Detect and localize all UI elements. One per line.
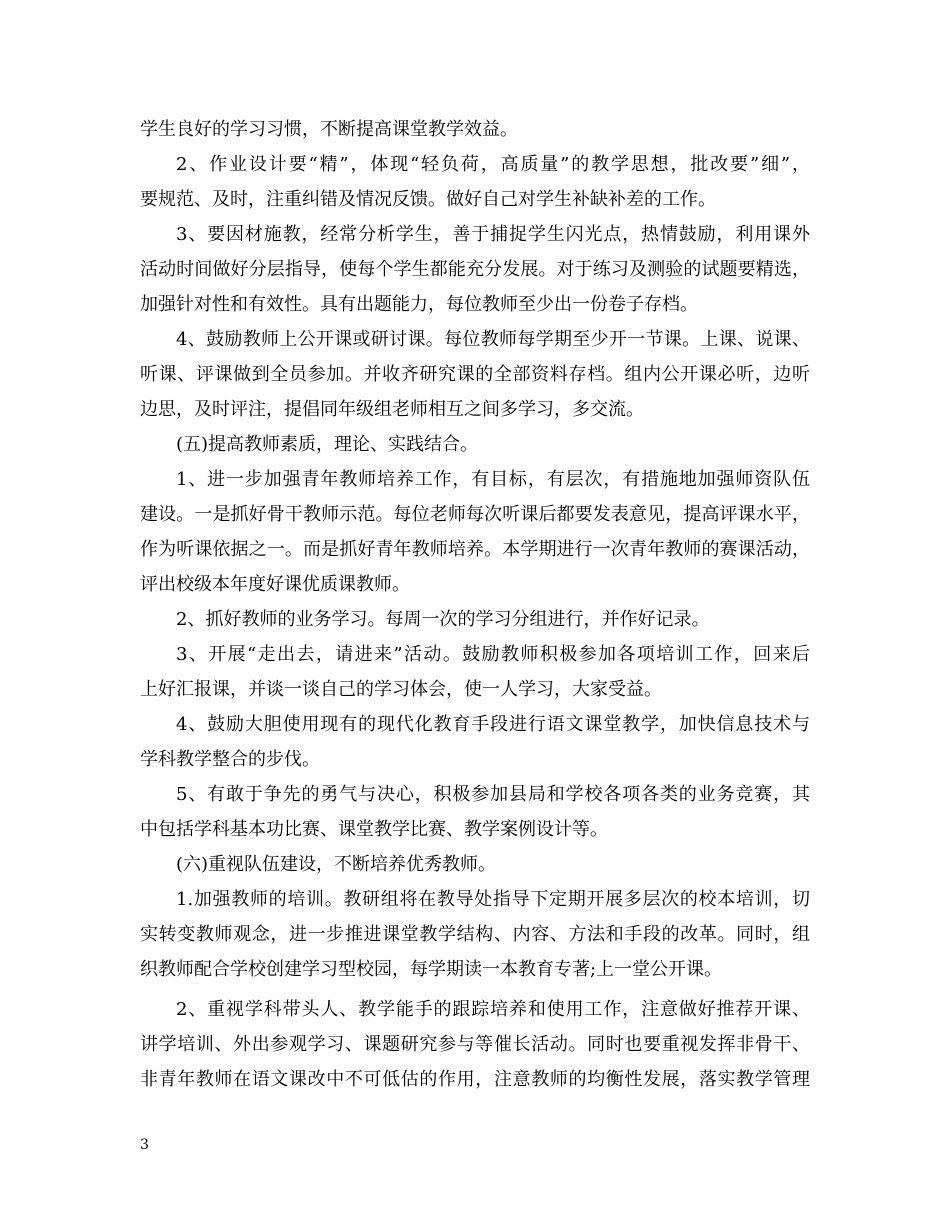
text-line: 4、鼓励教师上公开课或研讨课。每位教师每学期至少开一节课。上课、说课、 [176, 329, 810, 350]
text-line: 讲学培训、外出参观学习、课题研究参与等催长活动。同时也要重视发挥非骨干、 [140, 1034, 810, 1055]
text-line: 实转变教师观念，进一步推进课堂教学结构、内容、方法和手段的改革。同时，组 [140, 924, 810, 945]
text-line: 5、有敢于争先的勇气与决心，积极参加县局和学校各项各类的业务竞赛，其 [176, 784, 810, 805]
text-line: 要规范、及时，注重纠错及情况反馈。做好自己对学生补缺补差的工作。 [140, 189, 716, 210]
text-line: 2、抓好教师的业务学习。每周一次的学习分组进行，并作好记录。 [176, 609, 710, 630]
text-line: 3、要因材施教，经常分析学生，善于捕捉学生闪光点，热情鼓励，利用课外 [176, 224, 810, 245]
page-number: 3 [140, 1137, 149, 1153]
text-line: 非青年教师在语文课改中不可低估的作用，注意教师的均衡性发展，落实教学管理 [140, 1069, 810, 1090]
text-line: 评出校级本年度好课优质课教师。 [140, 574, 410, 595]
text-line: 4、鼓励大胆使用现有的现代化教育手段进行语文课堂教学，加快信息技术与 [176, 714, 810, 735]
section-heading: (五)提高教师素质，理论、实践结合。 [176, 434, 479, 455]
text-line: 学科教学整合的步伐。 [140, 749, 320, 770]
text-line: 中包括学科基本功比赛、课堂教学比赛、教学案例设计等。 [140, 819, 608, 840]
section-heading: (六)重视队伍建设，不断培养优秀教师。 [176, 854, 497, 875]
text-line: 织教师配合学校创建学习型校园，每学期读一本教育专著;上一堂公开课。 [140, 959, 723, 980]
text-line: 听课、评课做到全员参加。并收齐研究课的全部资料存档。组内公开课必听，边听 [140, 364, 810, 385]
text-line: 学生良好的学习习惯，不断提高课堂教学效益。 [140, 119, 518, 140]
text-line: 边思，及时评注，提倡同年级组老师相互之间多学习，多交流。 [140, 399, 644, 420]
text-line: 建设。一是抓好骨干教师示范。每位老师每次听课后都要发表意见，提高评课水平， [140, 504, 810, 525]
text-line: 活动时间做好分层指导，使每个学生都能充分发展。对于练习及测验的试题要精选， [140, 259, 810, 280]
text-line: 作为听课依据之一。而是抓好青年教师培养。本学期进行一次青年教师的赛课活动， [140, 539, 810, 560]
text-line: 上好汇报课，并谈一谈自己的学习体会，使一人学习，大家受益。 [140, 679, 662, 700]
text-line: 1.加强教师的培训。教研组将在教导处指导下定期开展多层次的校本培训，切 [176, 889, 810, 910]
text-line: 3、开展“走出去，请进来”活动。鼓励教师积极参加各项培训工作，回来后 [176, 644, 810, 665]
text-line: 2、重视学科带头人、教学能手的跟踪培养和使用工作，注意做好推荐开课、 [176, 999, 810, 1020]
text-line: 1、进一步加强青年教师培养工作，有目标，有层次，有措施地加强师资队伍 [176, 469, 810, 490]
text-line: 2、作业设计要“精”，体现“轻负荷，高质量”的教学思想，批改要”细”， [176, 154, 810, 175]
text-line: 加强针对性和有效性。具有出题能力，每位教师至少出一份卷子存档。 [140, 294, 698, 315]
